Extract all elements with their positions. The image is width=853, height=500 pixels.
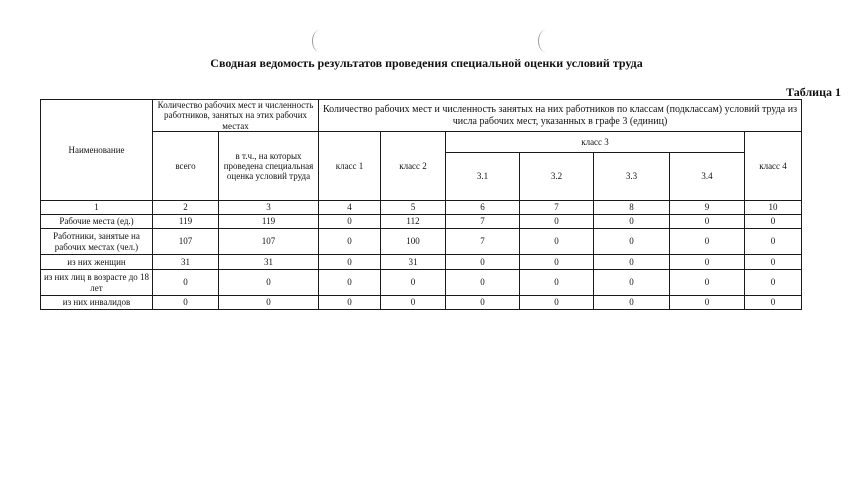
cell-total: 0 — [153, 270, 219, 296]
cell-class-1: 0 — [319, 215, 381, 229]
table-row-workplaces — [41, 215, 802, 229]
header-subclass-3-1: 3.1 — [446, 153, 520, 201]
table-row-minors — [41, 270, 802, 296]
punch-hole-left — [312, 30, 327, 52]
header-class-4: класс 4 — [745, 132, 802, 201]
cell-class-3-1: 7 — [446, 229, 520, 255]
cell-class-3-2: 0 — [520, 255, 594, 270]
cell-class-3-4: 0 — [670, 255, 745, 270]
header-workplaces-group: Количество рабочих мест и численность работников, занятых на этих рабочих местах — [153, 100, 319, 132]
cell-total: 119 — [153, 215, 219, 229]
header-total: всего — [153, 132, 219, 201]
table-row-workers — [41, 229, 802, 255]
cell-class-2: 0 — [381, 296, 446, 310]
table-row-disabled — [41, 296, 802, 310]
column-number: 10 — [745, 201, 802, 215]
cell-class-3-1: 0 — [446, 270, 520, 296]
cell-class-4: 0 — [745, 296, 802, 310]
cell-class-1: 0 — [319, 229, 381, 255]
header-class-2: класс 2 — [381, 132, 446, 201]
cell-class-3-1: 0 — [446, 255, 520, 270]
column-number: 1 — [41, 201, 153, 215]
cell-total: 31 — [153, 255, 219, 270]
row-label: Работники, занятые на рабочих местах (чел.) — [41, 229, 153, 255]
cell-class-1: 0 — [319, 296, 381, 310]
row-label: из них лиц в возрасте до 18 лет — [41, 270, 153, 296]
column-number: 5 — [381, 201, 446, 215]
cell-class-3-4: 0 — [670, 296, 745, 310]
header-subclass-3-2: 3.2 — [520, 153, 594, 201]
cell-class-2: 31 — [381, 255, 446, 270]
header-subclass-3-3: 3.3 — [594, 153, 670, 201]
cell-class-1: 0 — [319, 270, 381, 296]
cell-class-4: 0 — [745, 215, 802, 229]
cell-class-3-2: 0 — [520, 215, 594, 229]
header-name: Наименование — [41, 100, 153, 201]
cell-total: 107 — [153, 229, 219, 255]
column-number-row — [41, 201, 802, 215]
cell-class-3-3: 0 — [594, 215, 670, 229]
cell-class-3-1: 0 — [446, 296, 520, 310]
column-number: 6 — [446, 201, 520, 215]
column-number: 4 — [319, 201, 381, 215]
summary-table — [40, 99, 802, 310]
column-number: 9 — [670, 201, 745, 215]
cell-class-1: 0 — [319, 255, 381, 270]
header-class-1: класс 1 — [319, 132, 381, 201]
cell-class-4: 0 — [745, 270, 802, 296]
punch-hole-right — [538, 30, 553, 52]
cell-class-3-4: 0 — [670, 229, 745, 255]
header-classes-group: Количество рабочих мест и численность занятых на них работников по классам (подклассам) условий труда из числа рабочих мест, указанных в графе 3 (единиц) — [319, 100, 802, 132]
cell-class-3-4: 0 — [670, 270, 745, 296]
cell-class-3-3: 0 — [594, 255, 670, 270]
cell-class-4: 0 — [745, 229, 802, 255]
header-assessed: в т.ч., на которых проведена специальная оценка условий труда — [219, 132, 319, 201]
table-row-women — [41, 255, 802, 270]
cell-class-3-3: 0 — [594, 229, 670, 255]
table-caption: Таблица 1 — [786, 85, 841, 99]
cell-class-2: 112 — [381, 215, 446, 229]
row-label: из них женщин — [41, 255, 153, 270]
cell-assessed: 0 — [219, 296, 319, 310]
cell-class-2: 0 — [381, 270, 446, 296]
cell-assessed: 0 — [219, 270, 319, 296]
cell-class-2: 100 — [381, 229, 446, 255]
header-class-3: класс 3 — [446, 132, 745, 153]
cell-total: 0 — [153, 296, 219, 310]
cell-class-3-2: 0 — [520, 229, 594, 255]
document-title: Сводная ведомость результатов проведения специальной оценки условий труда — [210, 56, 643, 70]
cell-class-3-2: 0 — [520, 270, 594, 296]
cell-assessed: 119 — [219, 215, 319, 229]
cell-assessed: 107 — [219, 229, 319, 255]
column-number: 3 — [219, 201, 319, 215]
cell-class-3-4: 0 — [670, 215, 745, 229]
cell-class-3-2: 0 — [520, 296, 594, 310]
column-number: 7 — [520, 201, 594, 215]
column-number: 8 — [594, 201, 670, 215]
row-label: Рабочие места (ед.) — [41, 215, 153, 229]
header-subclass-3-4: 3.4 — [670, 153, 745, 201]
column-number: 2 — [153, 201, 219, 215]
cell-class-4: 0 — [745, 255, 802, 270]
row-label: из них инвалидов — [41, 296, 153, 310]
cell-assessed: 31 — [219, 255, 319, 270]
cell-class-3-1: 7 — [446, 215, 520, 229]
cell-class-3-3: 0 — [594, 270, 670, 296]
cell-class-3-3: 0 — [594, 296, 670, 310]
